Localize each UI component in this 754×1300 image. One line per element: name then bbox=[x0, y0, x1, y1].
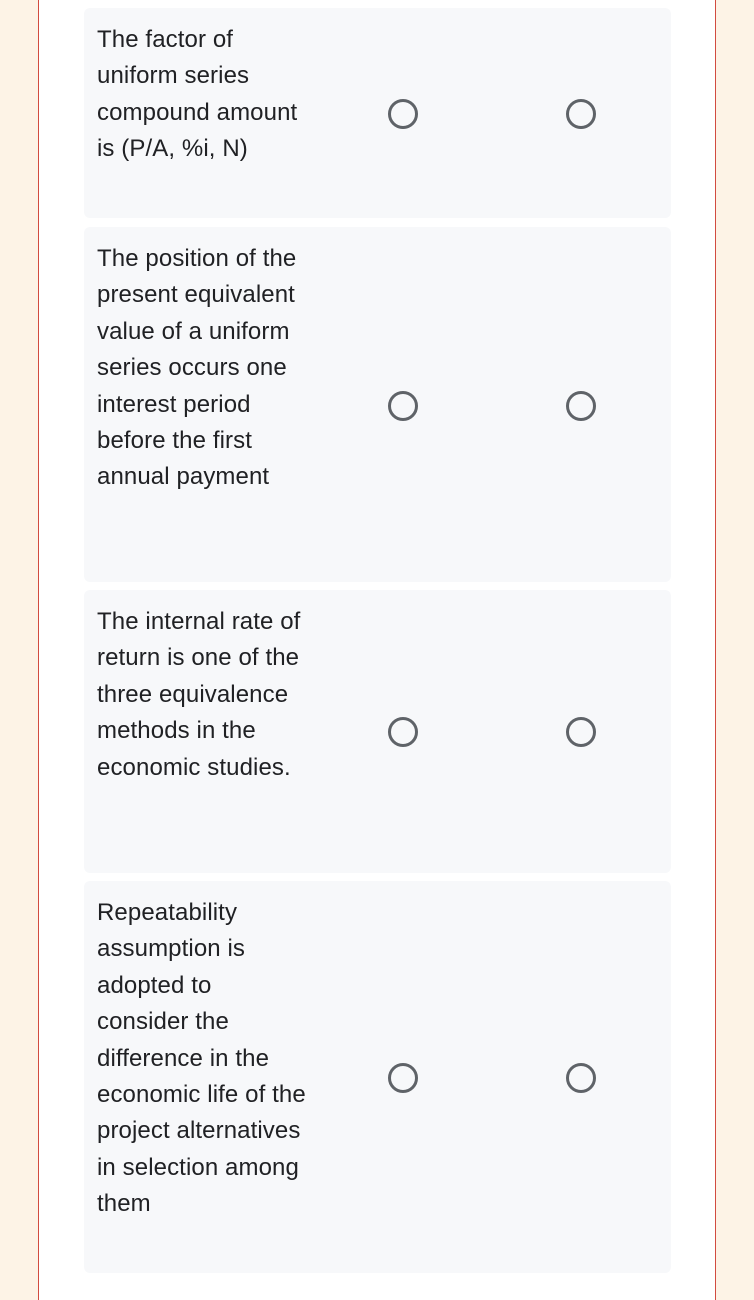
question-text-3: The internal rate of return is one of the three equivalence methods in the economic studies. bbox=[97, 608, 301, 781]
question-text-4: Repeatability assumption is adopted to consider the difference in the economic life of the project alternatives in selection among them bbox=[97, 899, 306, 1218]
radio-option-2-true[interactable] bbox=[388, 391, 418, 421]
question-row-2 bbox=[84, 227, 671, 582]
radio-option-2-false[interactable] bbox=[566, 391, 596, 421]
radio-option-1-true[interactable] bbox=[388, 99, 418, 129]
question-row-3 bbox=[84, 590, 671, 873]
question-text-2: The position of the present equivalent value of a uniform series occurs one interest period before the first annual payment bbox=[97, 245, 297, 491]
radio-option-1-false[interactable] bbox=[566, 99, 596, 129]
question-row-1 bbox=[84, 8, 671, 218]
radio-option-3-true[interactable] bbox=[388, 717, 418, 747]
question-row-4 bbox=[84, 881, 671, 1273]
question-text-1: The factor of uniform series compound amount is (P/A, %i, N) bbox=[97, 26, 298, 163]
radio-option-4-false[interactable] bbox=[566, 1063, 596, 1093]
radio-option-3-false[interactable] bbox=[566, 717, 596, 747]
radio-option-4-true[interactable] bbox=[388, 1063, 418, 1093]
